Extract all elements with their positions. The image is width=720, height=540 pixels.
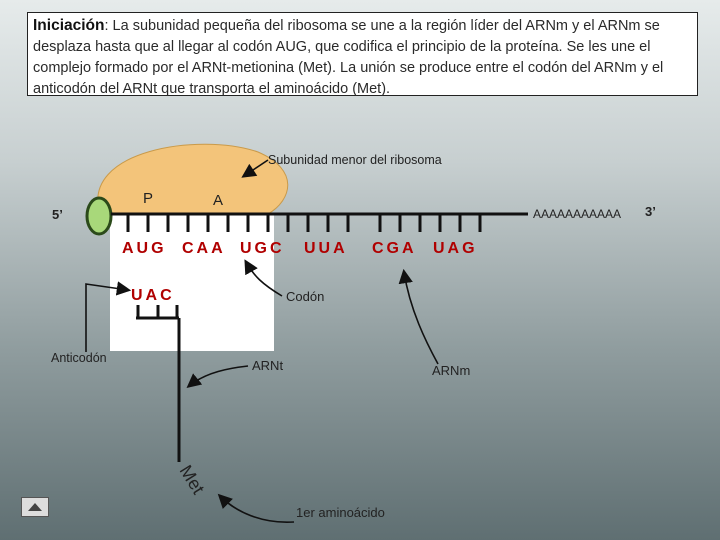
ribosome-body bbox=[110, 213, 274, 351]
site-p-label: P bbox=[143, 190, 154, 207]
cap-5prime bbox=[87, 198, 111, 234]
arrow-trna bbox=[189, 366, 248, 386]
ribosome-subunit bbox=[98, 144, 288, 214]
site-a-label: A bbox=[213, 192, 224, 209]
arrow-amino-acid bbox=[220, 496, 294, 522]
anticodon-sequence: UAC bbox=[131, 287, 175, 304]
codon-5: CGA bbox=[372, 240, 417, 257]
arrow-mrna bbox=[404, 272, 438, 364]
codon-4: UUA bbox=[304, 240, 348, 257]
home-button[interactable] bbox=[21, 497, 49, 517]
codon-label: Codón bbox=[286, 289, 325, 304]
mrna-label: ARNm bbox=[432, 363, 471, 378]
ribosome-label: Subunidad menor del ribosoma bbox=[268, 153, 442, 167]
codon-2: CAA bbox=[182, 240, 226, 257]
trna-label: ARNt bbox=[252, 358, 284, 373]
end-3prime-label: 3’ bbox=[645, 204, 656, 219]
codon-1: AUG bbox=[122, 240, 167, 257]
end-5prime-label: 5’ bbox=[52, 207, 63, 222]
polya-tail: AAAAAAAAAAA bbox=[533, 207, 622, 221]
intro-heading: Iniciación bbox=[33, 17, 105, 34]
amino-acid-label: 1er aminoácido bbox=[296, 505, 385, 520]
codon-3: UGC bbox=[240, 240, 285, 257]
home-icon bbox=[28, 503, 42, 511]
met-label: Met bbox=[175, 461, 209, 498]
codon-6: UAG bbox=[433, 240, 478, 257]
intro-body: : La subunidad pequeña del ribosoma se une a la región líder del ARNm y el ARNm se desplaza hasta que al llegar al codón AUG, que codifica el principio de la proteína. Se les une el complejo formado por el ARNt-metionina (Met). La unión se produce entre el codón del ARNm y el anticodón del ARNt que transporta el aminoácido (Met). bbox=[33, 18, 664, 97]
anticodon-label: Anticodón bbox=[51, 351, 107, 365]
